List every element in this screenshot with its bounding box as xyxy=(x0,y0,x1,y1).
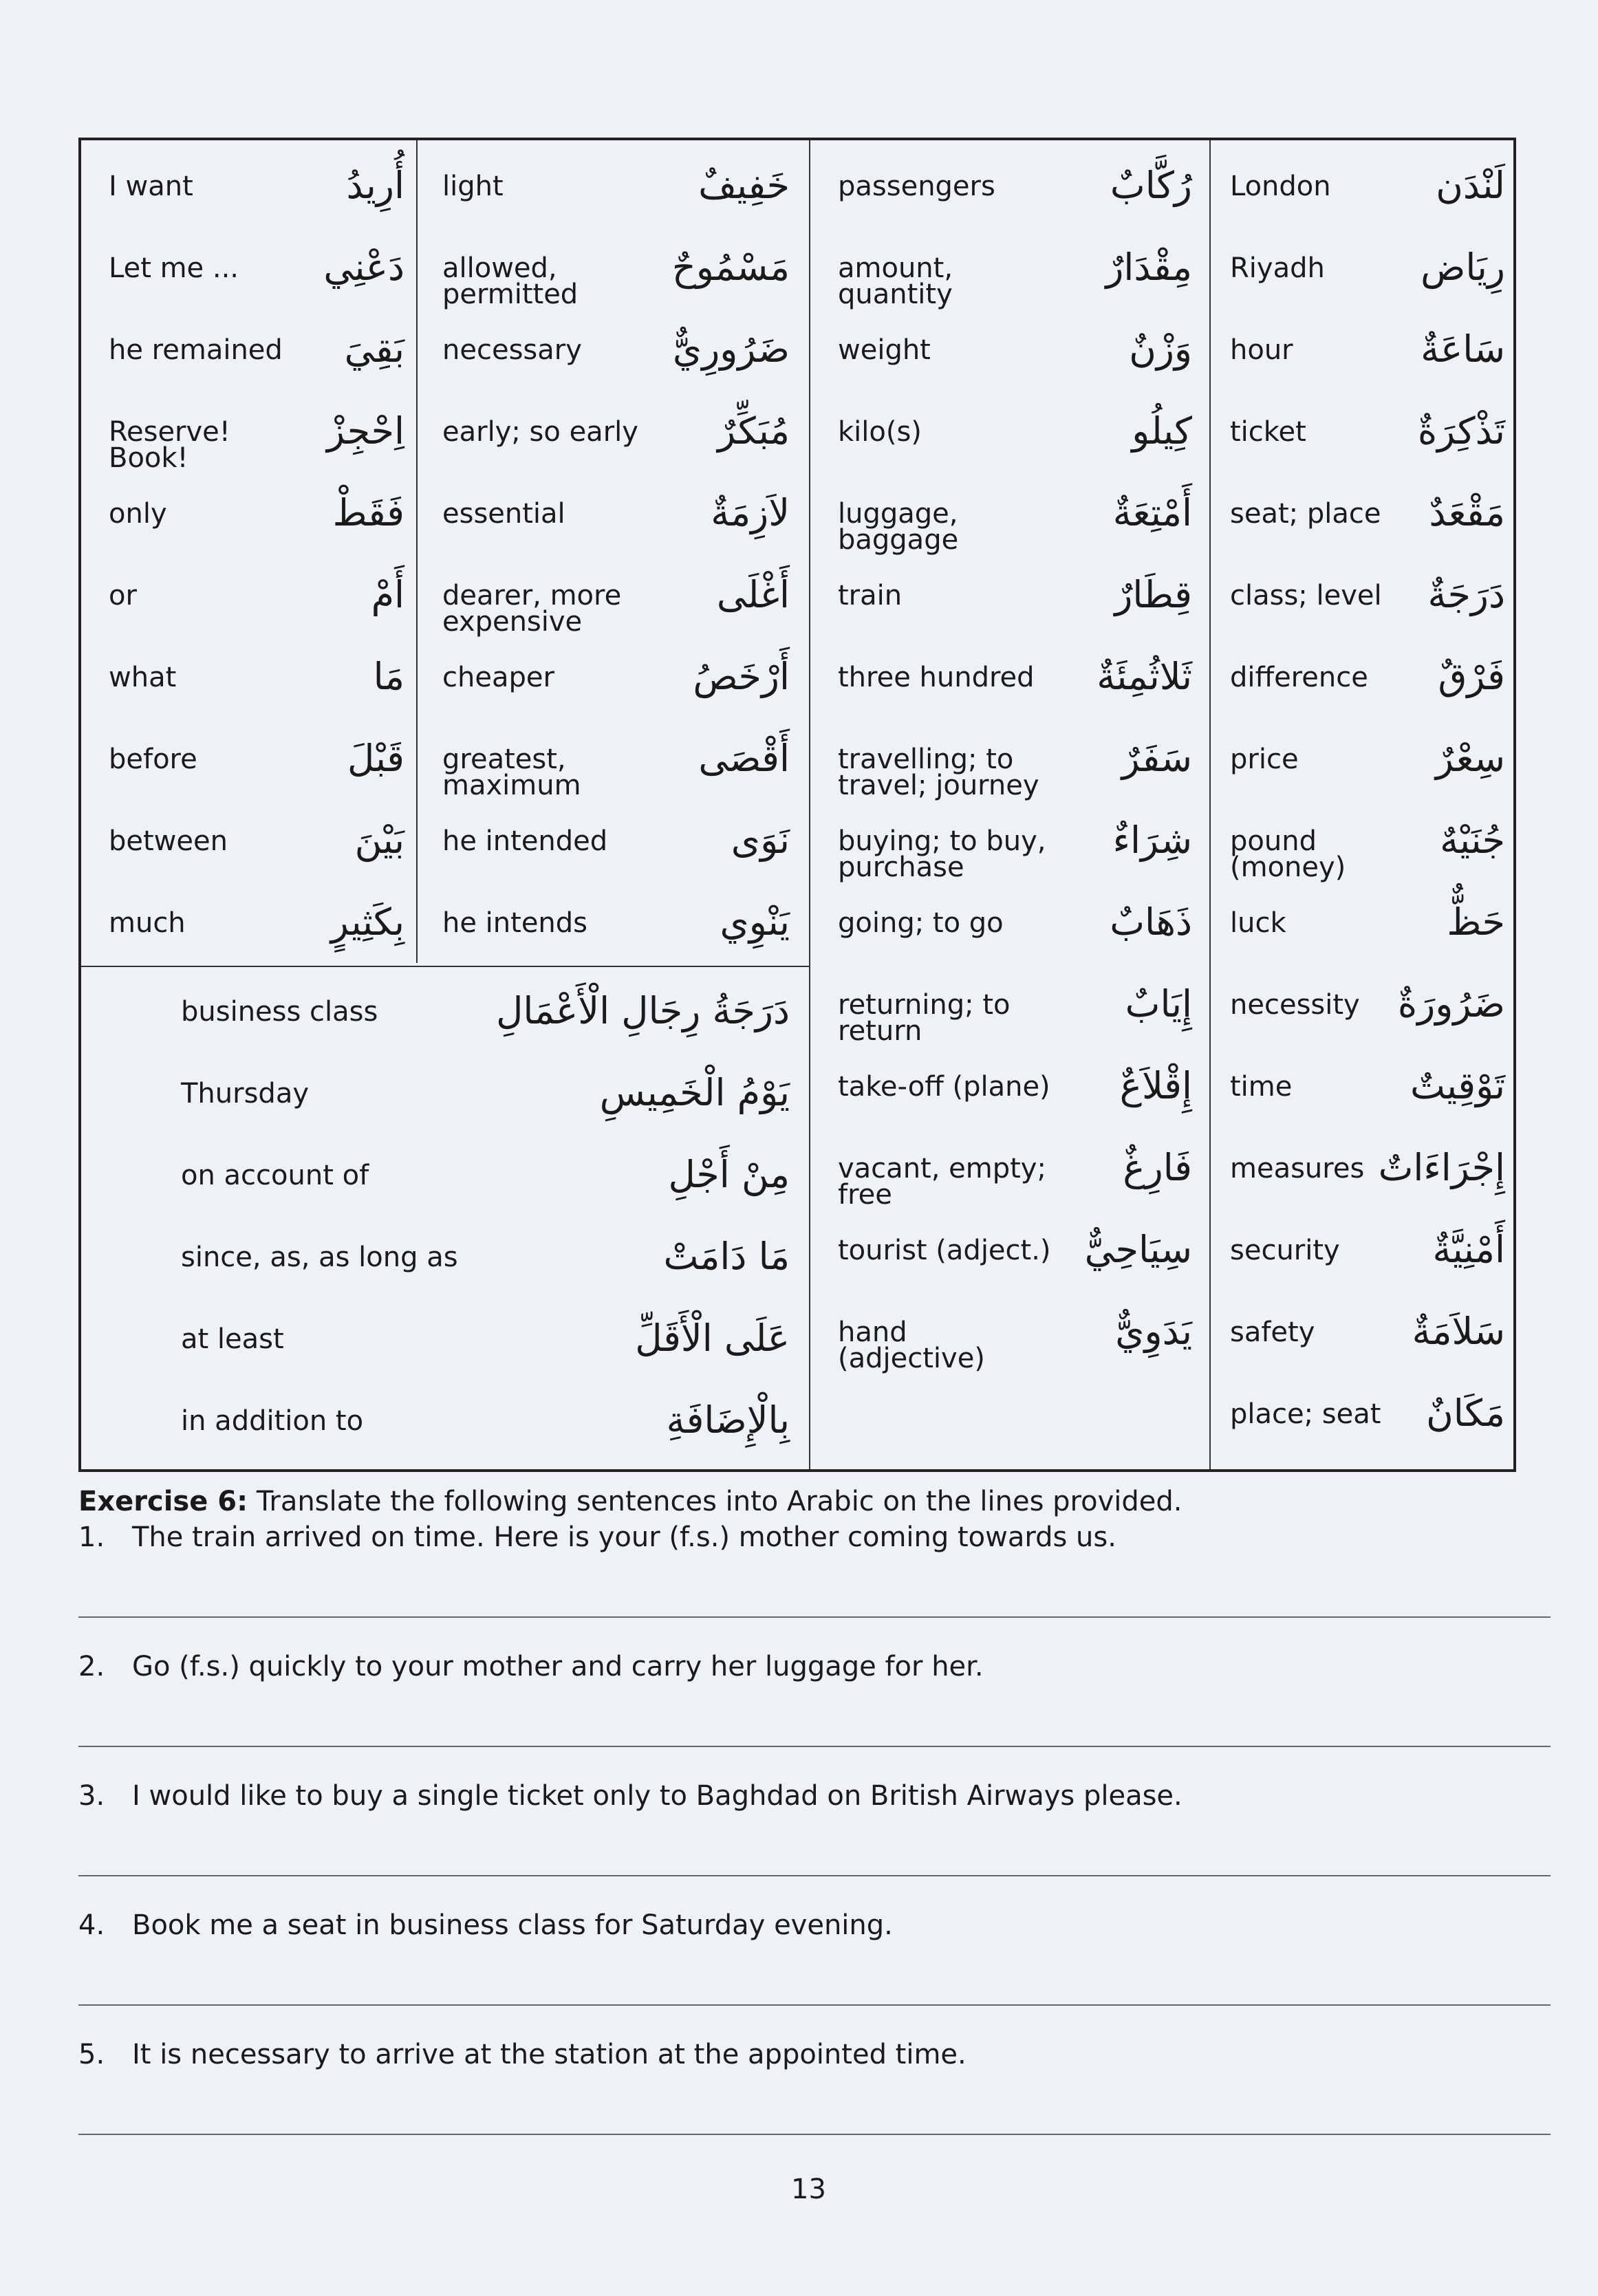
arabic-term: سِيَاحِيٌّ xyxy=(1084,1228,1192,1271)
vocab-column-1 xyxy=(109,140,404,959)
arabic-term: خَفِيفٌ xyxy=(698,164,790,207)
english-term: dearer, more expensive xyxy=(442,580,622,638)
english-term: in addition to xyxy=(181,1405,364,1437)
english-term: business class xyxy=(181,996,378,1028)
vocab-entry xyxy=(838,140,1192,222)
arabic-term: فَقَطْ xyxy=(332,491,404,534)
arabic-term: قَبْلَ xyxy=(347,737,404,780)
vocab-entry xyxy=(838,1286,1192,1374)
exercise-sentence xyxy=(78,1908,1516,1942)
vocab-entry xyxy=(181,1293,790,1375)
english-term: light xyxy=(442,171,504,202)
exercise-sentence xyxy=(78,1520,1516,1555)
english-term: security xyxy=(1230,1235,1340,1266)
english-term: luck xyxy=(1230,907,1286,939)
english-term: tourist (adject.) xyxy=(838,1235,1051,1266)
english-term: he intended xyxy=(442,825,608,857)
vocab-entry xyxy=(181,1048,790,1129)
arabic-term: مَسْمُوحٌ xyxy=(671,246,790,289)
exercise-text: The train arrived on time. Here is your (f.s.) mother coming towards us. xyxy=(132,1521,1116,1553)
exercise-text: I would like to buy a single ticket only to Baghdad on British Airways please. xyxy=(132,1780,1183,1812)
english-term: allowed, permitted xyxy=(442,252,579,310)
english-term: on account of xyxy=(181,1160,369,1191)
english-term: returning; to return xyxy=(838,989,1011,1047)
answer-line[interactable] xyxy=(78,1746,1551,1747)
vocab-entry xyxy=(838,1123,1192,1211)
arabic-term: يَوْمُ الْخَمِيسِ xyxy=(599,1071,790,1114)
answer-line[interactable] xyxy=(78,1616,1551,1618)
vocab-entry xyxy=(109,713,404,795)
arabic-term: كِيلُو xyxy=(1132,409,1192,453)
english-term: much xyxy=(109,907,186,939)
vocab-entry xyxy=(109,140,404,222)
arabic-term: فَارِغٌ xyxy=(1123,1146,1192,1189)
exercise-text: It is necessary to arrive at the station at the appointed time. xyxy=(132,2039,967,2070)
vocab-entry xyxy=(838,959,1192,1047)
answer-line[interactable] xyxy=(78,1875,1551,1876)
english-term: before xyxy=(109,744,197,775)
vocab-entry xyxy=(1230,713,1505,795)
english-term: essential xyxy=(442,498,565,530)
english-term: since, as, as long as xyxy=(181,1242,458,1273)
vocab-entry xyxy=(1230,1123,1505,1204)
english-term: take-off (plane) xyxy=(838,1071,1050,1103)
english-term: train xyxy=(838,580,903,611)
english-term: pound (money) xyxy=(1230,825,1346,883)
arabic-term: قِطَارٌ xyxy=(1114,573,1192,616)
arabic-term: بَيْنَ xyxy=(354,819,404,862)
vocab-entry xyxy=(1230,795,1505,883)
arabic-term: أُرِيدُ xyxy=(346,164,404,207)
exercise-text: Book me a seat in business class for Saturday evening. xyxy=(132,1909,893,1941)
english-term: place; seat xyxy=(1230,1398,1381,1430)
vocab-entry xyxy=(442,877,790,959)
english-term: Reserve! Book! xyxy=(109,416,230,474)
arabic-term: مِنْ أَجْلِ xyxy=(668,1153,790,1196)
vocab-entry xyxy=(181,1375,790,1457)
vocab-entry xyxy=(1230,550,1505,631)
vocab-entry xyxy=(838,1041,1192,1123)
exercise-heading xyxy=(78,1484,1516,1519)
arabic-term: أَمْتِعَةٌ xyxy=(1112,491,1192,534)
page-number: 13 xyxy=(791,2174,826,2205)
arabic-term: أَرْخَصُ xyxy=(693,655,790,698)
english-term: luggage, baggage xyxy=(838,498,959,556)
arabic-term: إِيَابٌ xyxy=(1125,982,1192,1026)
vocab-entry xyxy=(1230,140,1505,222)
arabic-term: بَقِيَ xyxy=(344,327,404,371)
vocab-entry xyxy=(181,1129,790,1211)
exercise-number: 4. xyxy=(78,1909,105,1941)
vocab-entry xyxy=(838,795,1192,883)
arabic-term: ثَلاثُمِئَةٌ xyxy=(1097,655,1192,698)
arabic-term: مَقْعَدٌ xyxy=(1429,491,1505,534)
vocab-entry xyxy=(838,877,1192,959)
english-term: necessity xyxy=(1230,989,1360,1021)
english-term: London xyxy=(1230,171,1331,202)
vocab-column-2 xyxy=(442,140,790,959)
english-term: price xyxy=(1230,744,1299,775)
arabic-term: مَا دَامَتْ xyxy=(663,1235,790,1278)
arabic-term: سَفَرٌ xyxy=(1121,737,1192,780)
exercise-item xyxy=(78,2037,1516,2072)
vocab-entry xyxy=(442,304,790,386)
divider-col2-col3 xyxy=(809,140,810,1469)
vocab-entry xyxy=(1230,1041,1505,1123)
answer-line[interactable] xyxy=(78,2134,1551,2135)
vocab-entry xyxy=(838,304,1192,386)
arabic-term: ضَرُورَةٌ xyxy=(1397,982,1505,1026)
arabic-term: تَذْكِرَةٌ xyxy=(1417,409,1505,453)
arabic-term: حَظٌّ xyxy=(1447,900,1505,944)
arabic-term: نَوَى xyxy=(731,819,790,862)
arabic-term: إِجْرَاءَاتٌ xyxy=(1378,1146,1505,1189)
arabic-term: ذَهَابٌ xyxy=(1110,900,1192,944)
english-term: or xyxy=(109,580,137,611)
arabic-term: أَقْصَى xyxy=(698,737,790,780)
english-term: travelling; to travel; journey xyxy=(838,744,1039,801)
english-term: class; level xyxy=(1230,580,1382,611)
english-term: vacant, empty; free xyxy=(838,1153,1046,1211)
english-term: I want xyxy=(109,171,193,202)
arabic-term: تَوْقِيتٌ xyxy=(1410,1064,1505,1107)
vocab-entry xyxy=(109,222,404,304)
arabic-term: عَلَى الْأَقَلِّ xyxy=(635,1317,790,1360)
exercise-6 xyxy=(78,1479,1516,2070)
english-term: Thursday xyxy=(181,1078,309,1109)
exercise-text: Go (f.s.) quickly to your mother and carry her luggage for her. xyxy=(132,1651,984,1682)
vocab-entry xyxy=(109,468,404,550)
vocab-entry xyxy=(1230,468,1505,550)
arabic-term: لاَزِمَةٌ xyxy=(711,491,790,534)
english-term: cheaper xyxy=(442,662,554,693)
vocab-entry xyxy=(442,468,790,550)
english-term: he remained xyxy=(109,334,283,366)
exercise-number: 3. xyxy=(78,1780,105,1812)
exercise-item xyxy=(78,1649,1516,1684)
exercise-number: 5. xyxy=(78,2039,105,2070)
vocab-entry xyxy=(838,1204,1192,1286)
arabic-term: بِكَثِيرٍ xyxy=(330,900,404,944)
arabic-term: أَمْ xyxy=(371,573,404,616)
vocab-entry xyxy=(442,140,790,222)
vocab-entry xyxy=(838,713,1192,801)
english-term: ticket xyxy=(1230,416,1306,448)
vocab-entry xyxy=(1230,304,1505,386)
english-term: weight xyxy=(838,334,931,366)
english-term: measures xyxy=(1230,1153,1365,1184)
arabic-term: مِقْدَارٌ xyxy=(1105,246,1192,289)
arabic-term: ضَرُورِيٌّ xyxy=(672,327,790,371)
answer-line[interactable] xyxy=(78,2004,1551,2006)
vocab-entry xyxy=(1230,631,1505,713)
divider-col1-col2 xyxy=(416,140,418,963)
english-term: what xyxy=(109,662,177,693)
arabic-term: رُكَّابٌ xyxy=(1110,164,1192,207)
arabic-term: دَعْنِي xyxy=(323,246,404,289)
english-term: Riyadh xyxy=(1230,252,1325,284)
english-term: three hundred xyxy=(838,662,1035,693)
exercise-number: 1. xyxy=(78,1521,105,1553)
exercise-sentence xyxy=(78,1779,1516,1813)
vocab-column-4 xyxy=(1230,140,1505,1450)
english-term: buying; to buy, purchase xyxy=(838,825,1046,883)
vocab-entry xyxy=(442,386,790,468)
arabic-term: يَنْوِي xyxy=(720,900,790,944)
vocab-entry xyxy=(1230,1286,1505,1368)
vocab-entry xyxy=(442,713,790,801)
arabic-term: اِحْجِزْ xyxy=(326,409,404,453)
exercise-sentence xyxy=(78,1649,1516,1684)
arabic-term: سِعْرٌ xyxy=(1435,737,1505,780)
arabic-term: سَلاَمَةٌ xyxy=(1412,1310,1505,1353)
english-term: only xyxy=(109,498,167,530)
divider-col3-col4 xyxy=(1209,140,1211,1469)
vocab-entry xyxy=(442,222,790,310)
vocab-entry xyxy=(838,222,1192,310)
arabic-term: رِيَاض xyxy=(1421,246,1505,289)
vocab-entry xyxy=(1230,1204,1505,1286)
vocab-entry xyxy=(838,386,1192,468)
exercise-label: Exercise 6: xyxy=(78,1486,248,1517)
english-term: greatest, maximum xyxy=(442,744,581,801)
arabic-term: مُبَكِّرٌ xyxy=(717,409,790,453)
vocab-entry xyxy=(838,468,1192,556)
vocab-entry xyxy=(1230,1368,1505,1450)
english-term: early; so early xyxy=(442,416,638,448)
english-term: hand (adjective) xyxy=(838,1317,985,1374)
arabic-term: أَمْنِيَّةٌ xyxy=(1432,1228,1505,1271)
vocab-entry xyxy=(442,550,790,638)
arabic-term: بِالْإِضَافَةِ xyxy=(666,1398,790,1442)
english-term: he intends xyxy=(442,907,588,939)
english-term: hour xyxy=(1230,334,1293,366)
english-term: between xyxy=(109,825,228,857)
vocab-entry xyxy=(442,795,790,877)
vocab-entry xyxy=(442,631,790,713)
vocab-entry xyxy=(181,1211,790,1293)
english-term: Let me ... xyxy=(109,252,239,284)
arabic-term: أَغْلَى xyxy=(716,573,790,616)
english-term: amount, quantity xyxy=(838,252,953,310)
arabic-term: إِقْلاَعٌ xyxy=(1119,1064,1192,1107)
arabic-term: دَرَجَةُ رِجَالِ الْأَعْمَالِ xyxy=(496,989,790,1032)
vocab-entry xyxy=(1230,386,1505,468)
vocab-entry xyxy=(838,631,1192,713)
exercise-sentence xyxy=(78,2037,1516,2072)
vocab-entry xyxy=(1230,877,1505,959)
vocab-entry xyxy=(1230,959,1505,1041)
arabic-term: وَزْنٌ xyxy=(1129,327,1192,371)
vocab-entry xyxy=(109,550,404,631)
english-term: seat; place xyxy=(1230,498,1381,530)
vocab-column-3 xyxy=(838,140,1192,1374)
english-term: difference xyxy=(1230,662,1368,693)
exercise-number: 2. xyxy=(78,1651,105,1682)
vocab-entry xyxy=(181,966,790,1048)
arabic-term: لَنْدَن xyxy=(1436,164,1505,207)
exercise-item xyxy=(78,1779,1516,1813)
exercise-item xyxy=(78,1908,1516,1942)
english-term: at least xyxy=(181,1323,284,1355)
arabic-term: مَا xyxy=(373,655,404,698)
exercise-item xyxy=(78,1520,1516,1555)
arabic-term: جُنَيْهٌ xyxy=(1440,819,1505,862)
arabic-term: شِرَاءٌ xyxy=(1112,819,1192,862)
english-term: time xyxy=(1230,1071,1293,1103)
english-term: going; to go xyxy=(838,907,1004,939)
english-term: safety xyxy=(1230,1317,1315,1348)
vocab-entry xyxy=(109,631,404,713)
arabic-term: دَرَجَةٌ xyxy=(1427,573,1505,616)
vocabulary-table xyxy=(78,138,1516,1472)
vocab-phrases xyxy=(181,966,790,1457)
arabic-term: يَدَوِيٌّ xyxy=(1115,1310,1192,1353)
english-term: passengers xyxy=(838,171,995,202)
vocab-entry xyxy=(109,386,404,474)
vocab-entry xyxy=(1230,222,1505,304)
arabic-term: سَاعَةٌ xyxy=(1421,327,1505,371)
vocab-entry xyxy=(109,304,404,386)
english-term: necessary xyxy=(442,334,582,366)
vocab-entry xyxy=(109,795,404,877)
arabic-term: فَرْقٌ xyxy=(1438,655,1505,698)
english-term: kilo(s) xyxy=(838,416,922,448)
arabic-term: مَكَانٌ xyxy=(1426,1391,1505,1435)
vocab-entry xyxy=(838,550,1192,631)
exercise-instruction: Translate the following sentences into Arabic on the lines provided. xyxy=(256,1486,1183,1517)
vocab-entry xyxy=(109,877,404,959)
